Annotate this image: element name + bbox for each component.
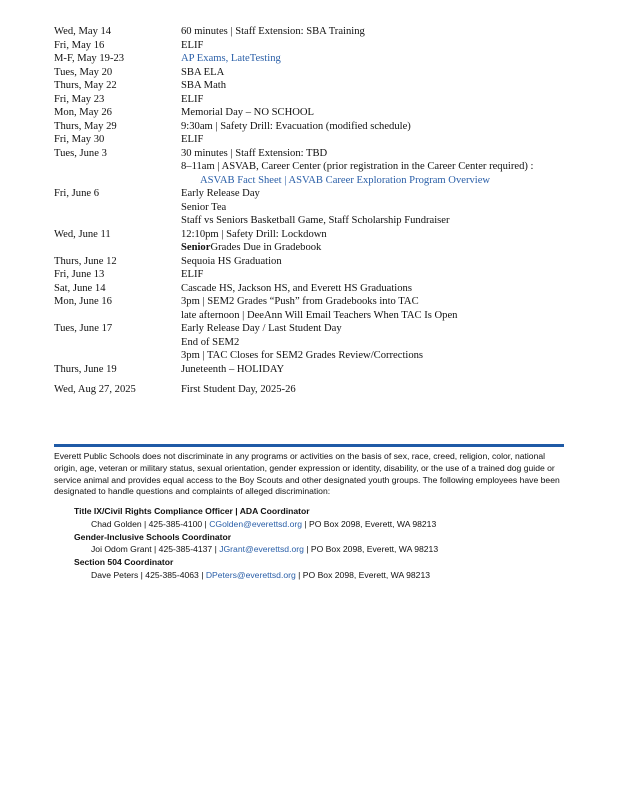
schedule-row xyxy=(54,133,574,147)
schedule-row xyxy=(54,147,574,188)
event-text: 3pm | TAC Closes for SEM2 Grades Review/Corrections xyxy=(181,350,424,361)
schedule-events xyxy=(181,363,574,377)
schedule-row xyxy=(54,52,574,66)
schedule-events xyxy=(181,187,574,228)
schedule-row xyxy=(54,268,574,282)
schedule-date: M-F, May 19-23 xyxy=(54,53,125,64)
schedule-row xyxy=(54,106,574,120)
schedule-row xyxy=(54,39,574,53)
schedule-date: Wed, June 11 xyxy=(54,228,111,240)
schedule-date: Mon, May 26 xyxy=(54,107,112,118)
event-text: ELIF xyxy=(181,93,204,105)
event-text: 12:10pm | Safety Drill: Lockdown xyxy=(181,228,327,240)
event-text: 30 minutes | Staff Extension: TBD xyxy=(181,147,328,159)
event-text: ELIF xyxy=(181,269,204,280)
schedule-events xyxy=(181,228,574,255)
schedule-date: Fri, June 6 xyxy=(54,188,100,199)
event-text: 8–11am | ASVAB, Career Center (prior registration in the Career Center required) : xyxy=(181,161,534,172)
contact-role: Section 504 Coordinator xyxy=(74,557,174,567)
schedule-row xyxy=(54,120,574,134)
event-link[interactable]: AP Exams, LateTesting xyxy=(181,53,281,64)
schedule-row xyxy=(54,79,574,93)
schedule-date: Fri, June 13 xyxy=(54,269,105,280)
schedule-date: Fri, May 30 xyxy=(54,134,105,145)
schedule-events xyxy=(181,255,574,269)
event-link[interactable]: ASVAB Fact Sheet | ASVAB Career Exploration Program Overview xyxy=(200,174,491,186)
event-text: ELIF xyxy=(181,134,204,145)
contact-role: Gender-Inclusive Schools Coordinator xyxy=(74,531,232,542)
event-text: Juneteenth – HOLIDAY xyxy=(181,363,285,375)
schedule-events xyxy=(181,295,574,322)
contact-name-phone: Chad Golden | 425-385-4100 | xyxy=(91,518,210,529)
schedule-date: Wed, Aug 27, 2025 xyxy=(54,384,136,395)
nondiscrimination-notice: Everett Public Schools does not discriminate in any programs or activities on the basis of sex, race, creed, religion, color, national origin, age, veteran or military status, sexual orientation, gender expression or identity, disability, or the use of a trained dog guide or service animal and provides equal access to the Boy Scouts and other designated youth groups. The following employees have been designated to handle questions and complaints of alleged discrimination: xyxy=(54,451,560,497)
schedule-events xyxy=(181,93,574,107)
schedule-date: Wed, May 14 xyxy=(54,26,112,37)
contact-address: | PO Box 2098, Everett, WA 98213 xyxy=(302,518,437,529)
contact-email-link[interactable]: CGolden@everettsd.org xyxy=(209,518,302,529)
event-text: ELIF xyxy=(181,39,204,51)
schedule-events xyxy=(181,79,574,93)
contact-list xyxy=(74,506,554,583)
schedule-date: Sat, June 14 xyxy=(54,282,106,294)
schedule-events xyxy=(181,39,574,53)
schedule-date: Thurs, May 22 xyxy=(54,80,117,91)
contact-details xyxy=(74,569,554,582)
contact-address: | PO Box 2098, Everett, WA 98213 xyxy=(303,544,439,554)
schedule-events xyxy=(181,52,574,66)
event-text: Sequoia HS Graduation xyxy=(181,255,282,267)
schedule-row xyxy=(54,187,574,228)
event-text: End of SEM2 xyxy=(181,336,240,348)
event-text: Cascade HS, Jackson HS, and Everett HS Graduations xyxy=(181,282,412,294)
schedule-events xyxy=(181,66,574,80)
schedule-events xyxy=(181,120,574,134)
event-text: Senior Tea xyxy=(181,201,227,213)
event-text: 9:30am | Safety Drill: Evacuation (modified schedule) xyxy=(181,120,411,132)
schedule-date: Fri, May 16 xyxy=(54,39,105,51)
contact-details xyxy=(74,518,554,531)
schedule-date: Tues, June 3 xyxy=(54,147,107,159)
event-text: Early Release Day / Last Student Day xyxy=(181,323,342,334)
schedule-row xyxy=(54,363,574,377)
event-text: late afternoon | DeeAnn Will Email Teachers When TAC Is Open xyxy=(181,309,458,321)
schedule-date: Thurs, June 19 xyxy=(54,363,117,375)
contact-details xyxy=(74,543,554,556)
schedule-events xyxy=(181,282,574,296)
event-text: Staff vs Seniors Basketball Game, Staff Scholarship Fundraiser xyxy=(181,215,450,226)
event-bold-prefix: Senior xyxy=(181,242,211,253)
schedule-events xyxy=(181,268,574,282)
event-text-rest: Grades Due in Gradebook xyxy=(210,242,322,253)
event-text: SBA Math xyxy=(181,80,227,91)
section-divider xyxy=(54,444,564,447)
schedule-events xyxy=(181,147,574,188)
contact-role: Title IX/Civil Rights Compliance Officer | ADA Coordinator xyxy=(74,506,310,516)
schedule-date: Thurs, May 29 xyxy=(54,120,117,132)
contact-email-link[interactable]: DPeters@everettsd.org xyxy=(205,569,296,580)
schedule-date: Tues, June 17 xyxy=(54,323,113,334)
schedule-date: Fri, May 23 xyxy=(54,93,105,105)
contact-address: | PO Box 2098, Everett, WA 98213 xyxy=(295,569,431,580)
event-text: 60 minutes | Staff Extension: SBA Training xyxy=(181,26,365,37)
schedule-events xyxy=(181,383,574,397)
event-text: SBA ELA xyxy=(181,66,225,78)
schedule-row xyxy=(54,66,574,80)
schedule-events xyxy=(181,322,574,363)
contact-name-phone: Dave Peters | 425-385-4063 | xyxy=(91,569,206,580)
schedule-list xyxy=(54,25,574,397)
event-text: 3pm | SEM2 Grades “Push” from Gradebooks into TAC xyxy=(181,296,419,307)
schedule-row xyxy=(54,322,574,363)
schedule-date: Tues, May 20 xyxy=(54,66,113,78)
schedule-row xyxy=(54,228,574,255)
schedule-date: Thurs, June 12 xyxy=(54,255,117,267)
event-text: Memorial Day – NO SCHOOL xyxy=(181,107,314,118)
row-spacer xyxy=(54,376,574,383)
schedule-row xyxy=(54,25,574,39)
schedule-events xyxy=(181,106,574,120)
event-text xyxy=(181,241,574,255)
schedule-date: Mon, June 16 xyxy=(54,296,112,307)
schedule-row xyxy=(54,383,574,397)
contact-email-link[interactable]: JGrant@everettsd.org xyxy=(219,544,304,554)
schedule-row xyxy=(54,93,574,107)
event-text: Early Release Day xyxy=(181,188,260,199)
schedule-events xyxy=(181,133,574,147)
event-text: First Student Day, 2025-26 xyxy=(181,384,296,395)
schedule-row xyxy=(54,282,574,296)
contact-name-phone: Joi Odom Grant | 425-385-4137 | xyxy=(91,544,220,554)
schedule-row xyxy=(54,255,574,269)
schedule-events xyxy=(181,25,574,39)
schedule-row xyxy=(54,295,574,322)
